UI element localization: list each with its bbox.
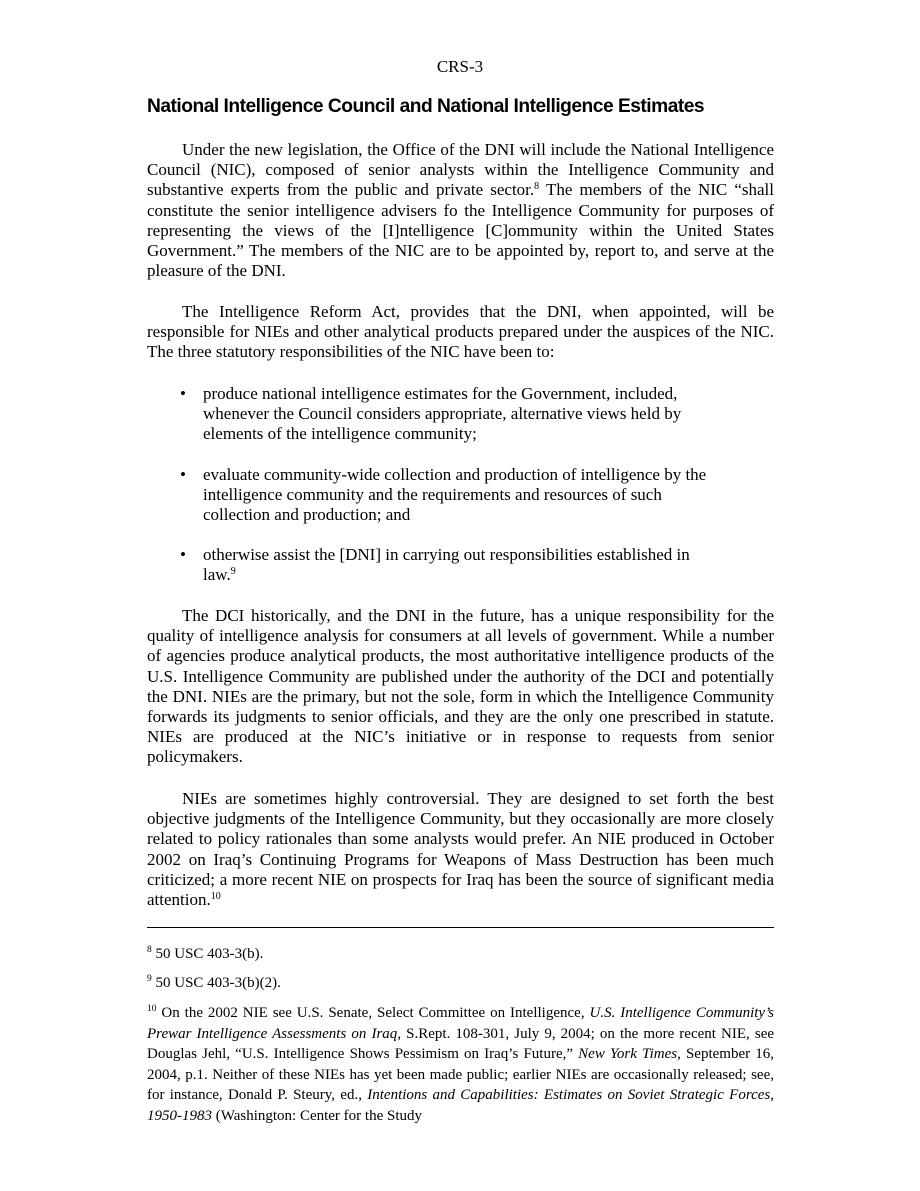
footnote-10-text-1: On the 2002 NIE see U.S. Senate, Select Committee on Intelligence,	[156, 1005, 590, 1021]
list-item	[180, 545, 720, 585]
footnote-10-text-2: , S.Rept. 108-301, July 9, 2004; on the more recent NIE, see Douglas Jehl, “U.S. Intelligence Shows Pessimism on Iraq’s Future,”	[147, 1025, 775, 1062]
bullet-icon: •	[180, 545, 186, 565]
footnote-9	[147, 973, 774, 994]
footnote-ref-10[interactable]: 10	[210, 891, 221, 903]
footnote-8-number: 8	[147, 945, 152, 955]
bullet-icon: •	[180, 464, 186, 484]
list-item	[180, 465, 720, 526]
footnote-8-text: 50 USC 403-3(b).	[151, 946, 264, 962]
footnote-ref-9[interactable]: 9	[230, 566, 236, 578]
footnote-8	[147, 944, 774, 965]
paragraph-1-text-b: The members of the NIC “shall constitute the senior intelligence advisers fo the Intelligence Community for purposes of representing the views of the [I]ntelligence [C]ommunity within the United States Government.” The members of the NIC are to be appointed by, report to, and serve at the pleasure of the DNI.	[147, 180, 775, 281]
footnote-10-text-4: (Washington: Center for the Study	[212, 1107, 423, 1124]
paragraph-4	[147, 789, 774, 910]
list-item-text: otherwise assist the [DNI] in carrying out responsibilities established in law.	[203, 545, 690, 585]
bullet-icon: •	[180, 384, 186, 403]
footnote-10-citation-3: Intentions and Capabilities: Estimates on Soviet Strategic Forces, 1950-1983	[147, 1087, 775, 1124]
footnote-ref-8[interactable]: 8	[534, 181, 540, 193]
paragraph-2-text: The Intelligence Reform Act, provides that the DNI, when appointed, will be responsible for NIEs and other analytical products prepared under the auspices of the NIC. The three statutory responsibilities of the NIC have been to:	[147, 302, 774, 362]
footnote-divider	[147, 927, 774, 928]
list-item-text: evaluate community-wide collection and production of intelligence by the intelligence community and the requirements and resources of such collection and production; and	[203, 464, 707, 525]
paragraph-4-text: NIEs are sometimes highly controversial. They are designed to set forth the best objective judgments of the Intelligence Community, but they occasionally are more closely related to policy rationales than some analysts would prefer. An NIE produced in October 2002 on Iraq’s Continuing Programs for Weapons of Mass Destruction has been much criticized; a more recent NIE on prospects for Iraq has been the source of significant media attention.	[147, 789, 774, 910]
footnote-10-text-3: , September 16, 2004, p.1. Neither of these NIEs has yet been made public; earlier NIEs are occasionally released; see, for instance, Donald P. Steury, ed.,	[147, 1046, 774, 1103]
paragraph-1	[147, 140, 774, 281]
footnote-10-citation-1: U.S. Intelligence Community’s Prewar Intelligence Assessments on Iraq	[147, 1005, 774, 1042]
section-title: National Intelligence Council and National Intelligence Estimates	[147, 96, 705, 117]
responsibilities-list	[180, 384, 720, 586]
footnote-9-text: 50 USC 403-3(b)(2).	[151, 975, 281, 991]
list-item-text: produce national intelligence estimates for the Government, included, whenever the Council considers appropriate, alternative views held by elements of the intelligence community;	[203, 384, 682, 444]
footnote-10-number: 10	[147, 1004, 157, 1014]
page-header: CRS-3	[436, 57, 484, 76]
footnote-10-citation-2: New York Times	[578, 1046, 678, 1062]
footnote-10	[147, 1003, 774, 1126]
list-item	[180, 384, 720, 445]
paragraph-2	[147, 302, 774, 363]
paragraph-3	[147, 606, 774, 768]
footnote-9-number: 9	[147, 974, 152, 984]
paragraph-3-text: The DCI historically, and the DNI in the future, has a unique responsibility for the quality of intelligence analysis for consumers at all levels of government. While a number of agencies produce analytical products, the most authoritative intelligence products of the U.S. Intelligence Community are published under the authority of the DCI and potentially the DNI. NIEs are the primary, but not the sole, form in which the Intelligence Community forwards its judgments to senior officials, and they are the only one prescribed in statute. NIEs are produced at the NIC’s initiative or in response to requests from senior policymakers.	[147, 606, 774, 767]
paragraph-1-text-a: Under the new legislation, the Office of the DNI will include the National Intelligence Council (NIC), composed of senior analysts within the Intelligence Community and substantive experts from the public and private sector.	[147, 140, 774, 200]
